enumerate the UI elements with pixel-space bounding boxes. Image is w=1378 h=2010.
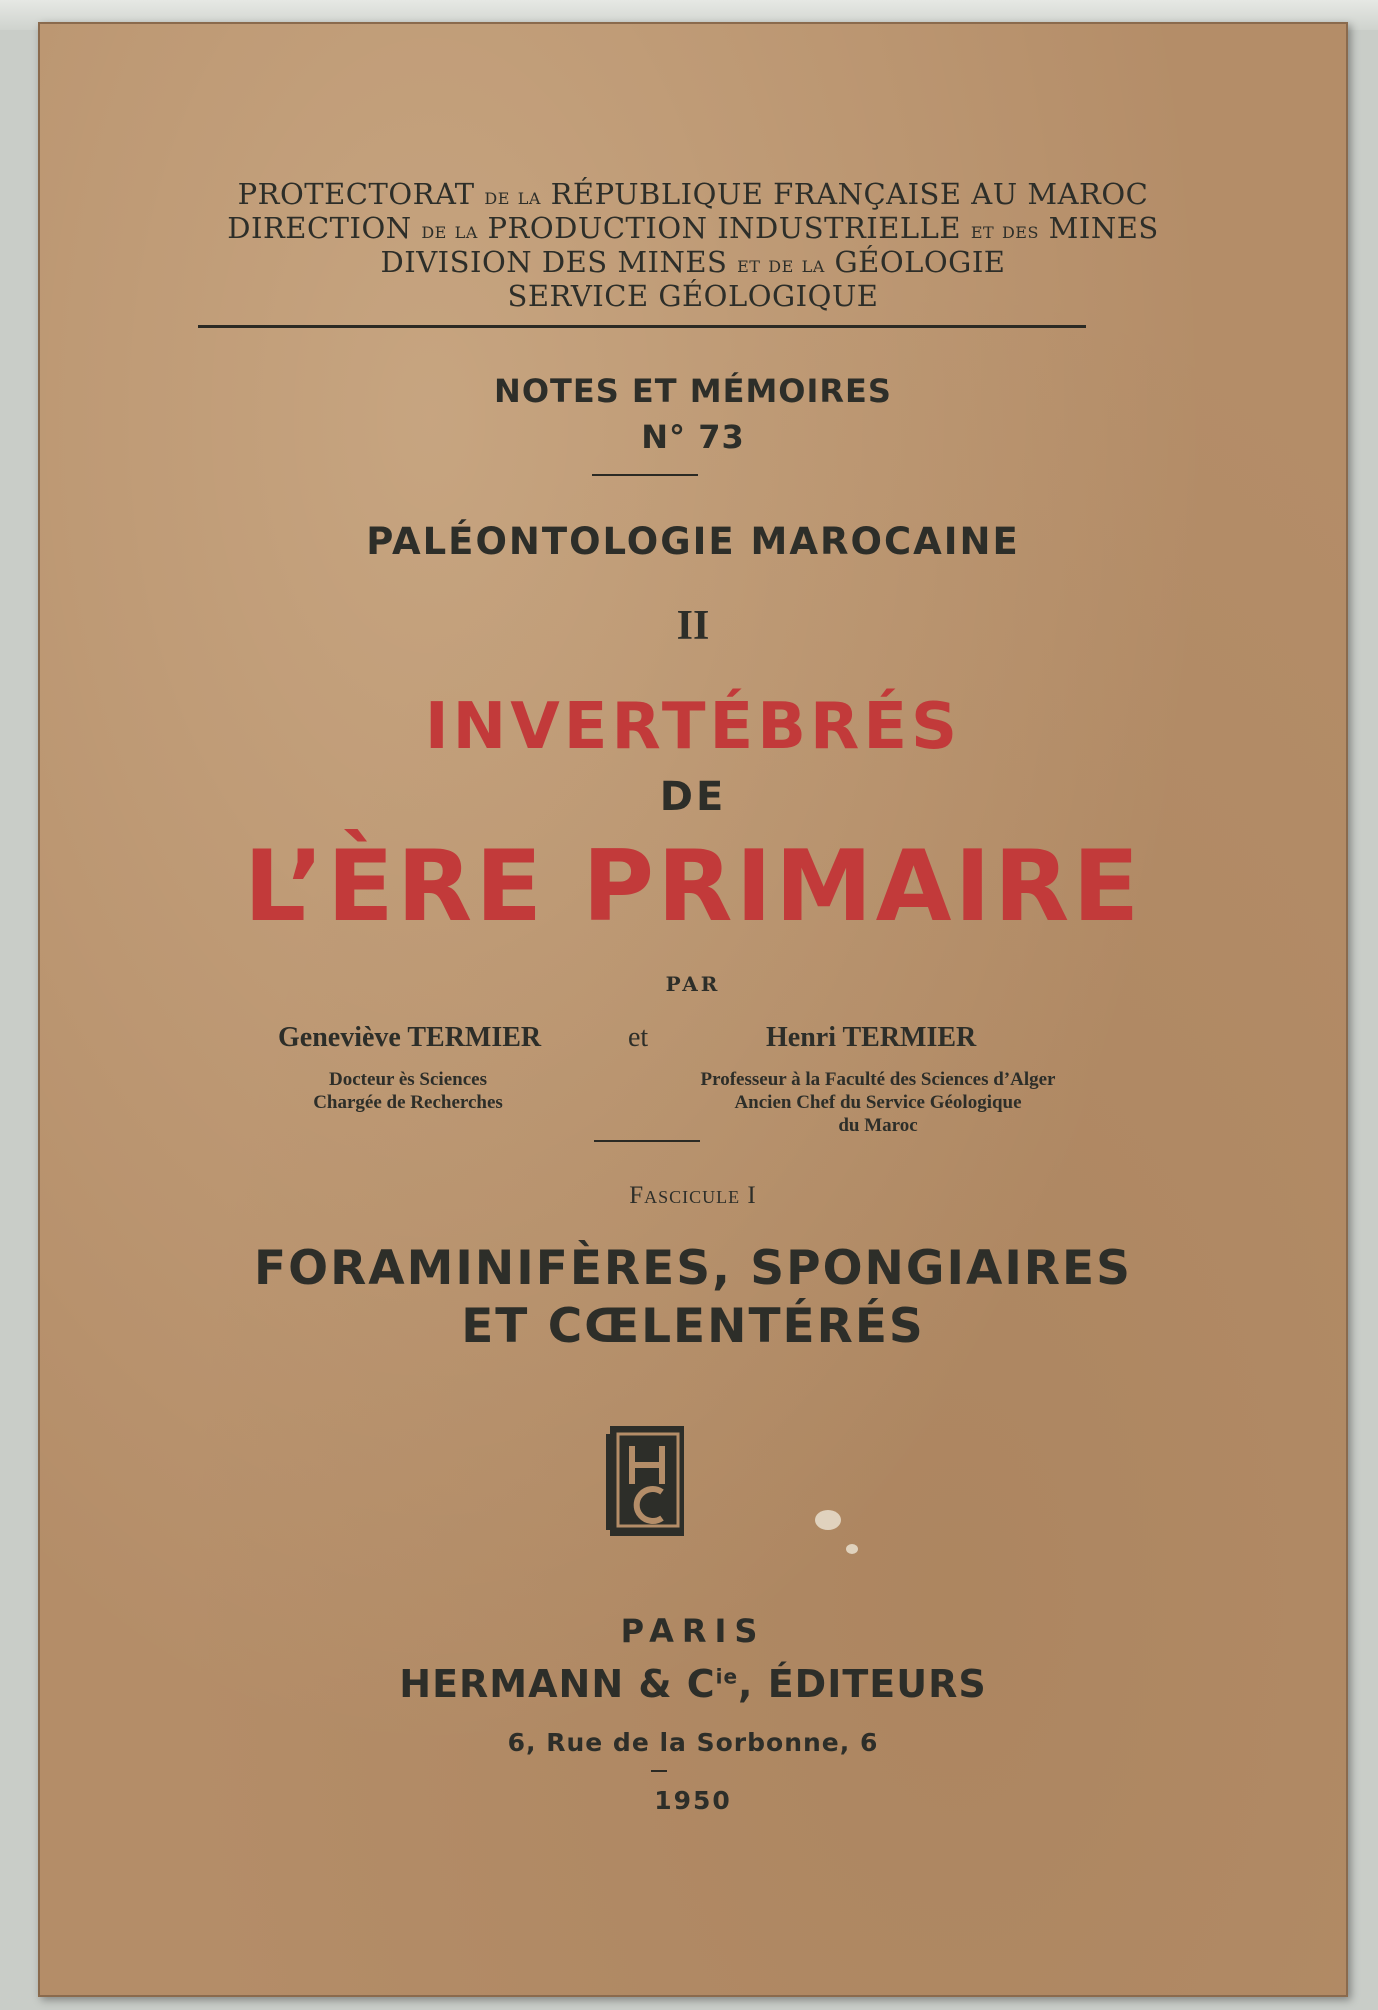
institution-text: PROTECTORAT bbox=[237, 177, 475, 211]
institution-text: MINES bbox=[1048, 211, 1159, 245]
institution-small: de la bbox=[421, 218, 478, 244]
credential-line: Docteur ès Sciences bbox=[329, 1069, 487, 1090]
publisher-superscript: ie bbox=[715, 1664, 739, 1689]
credential-line: Professeur à la Faculté des Sciences d’Alger bbox=[700, 1069, 1056, 1090]
publisher-suffix: , ÉDITEURS bbox=[738, 1662, 987, 1706]
institution-small: et des bbox=[970, 218, 1039, 244]
institution-text: DIRECTION bbox=[227, 211, 412, 245]
header-divider bbox=[198, 325, 1086, 328]
main-title-line-2: DE bbox=[659, 774, 727, 820]
publisher-name: HERMANN & C bbox=[399, 1662, 716, 1706]
main-title-line-1: INVERTÉBRÉS bbox=[424, 690, 962, 764]
author-1-credentials bbox=[278, 1068, 538, 1114]
institution-small: et de la bbox=[737, 252, 825, 278]
collection-title: PALÉONTOLOGIE MAROCAINE bbox=[366, 520, 1020, 563]
institution-text: PRODUCTION INDUSTRIELLE bbox=[487, 211, 962, 245]
series-number: N° 73 bbox=[641, 418, 745, 456]
imprint-city: PARIS bbox=[620, 1612, 766, 1650]
institution-text: RÉPUBLIQUE FRANÇAISE AU MAROC bbox=[550, 177, 1149, 211]
imprint-year: 1950 bbox=[654, 1786, 732, 1815]
author-1-name: Geneviève TERMIER bbox=[278, 1022, 542, 1053]
subtitle-line-1: FORAMINIFÈRES, SPONGIAIRES bbox=[254, 1241, 1132, 1296]
foxing-spot bbox=[846, 1544, 858, 1554]
imprint-address: 6, Rue de la Sorbonne, 6 bbox=[507, 1728, 879, 1757]
author-2-name: Henri TERMIER bbox=[766, 1022, 977, 1053]
fascicle-label: Fascicule I bbox=[629, 1182, 757, 1209]
institution-line-1 bbox=[38, 177, 1348, 214]
institution-line-3 bbox=[38, 245, 1348, 282]
imprint-publisher bbox=[38, 1662, 1348, 1706]
institution-small: de la bbox=[484, 184, 541, 210]
subtitle-line-2: ET CŒLENTÉRÉS bbox=[461, 1299, 925, 1354]
author-conjunction: et bbox=[628, 1022, 649, 1053]
imprint-dash bbox=[651, 1770, 667, 1772]
institution-line-4: SERVICE GÉOLOGIQUE bbox=[507, 279, 879, 313]
institution-text: DIVISION DES MINES bbox=[380, 245, 728, 279]
institution-line-2 bbox=[38, 211, 1348, 248]
volume-number: II bbox=[676, 603, 710, 649]
credential-line: Chargée de Recherches bbox=[313, 1092, 503, 1113]
foxing-spot bbox=[815, 1510, 841, 1530]
series-divider bbox=[592, 474, 698, 476]
publisher-logo bbox=[602, 1422, 692, 1540]
book-cover bbox=[38, 22, 1348, 1997]
series-name: NOTES ET MÉMOIRES bbox=[494, 372, 892, 410]
authors-divider bbox=[594, 1140, 700, 1142]
author-2-credentials bbox=[658, 1068, 1098, 1137]
main-title-line-3: L’ÈRE PRIMAIRE bbox=[243, 830, 1143, 944]
institution-text: GÉOLOGIE bbox=[834, 245, 1006, 279]
by-label: PAR bbox=[665, 972, 721, 996]
credential-line: Ancien Chef du Service Géologique bbox=[734, 1092, 1022, 1113]
credential-line: du Maroc bbox=[838, 1115, 918, 1136]
